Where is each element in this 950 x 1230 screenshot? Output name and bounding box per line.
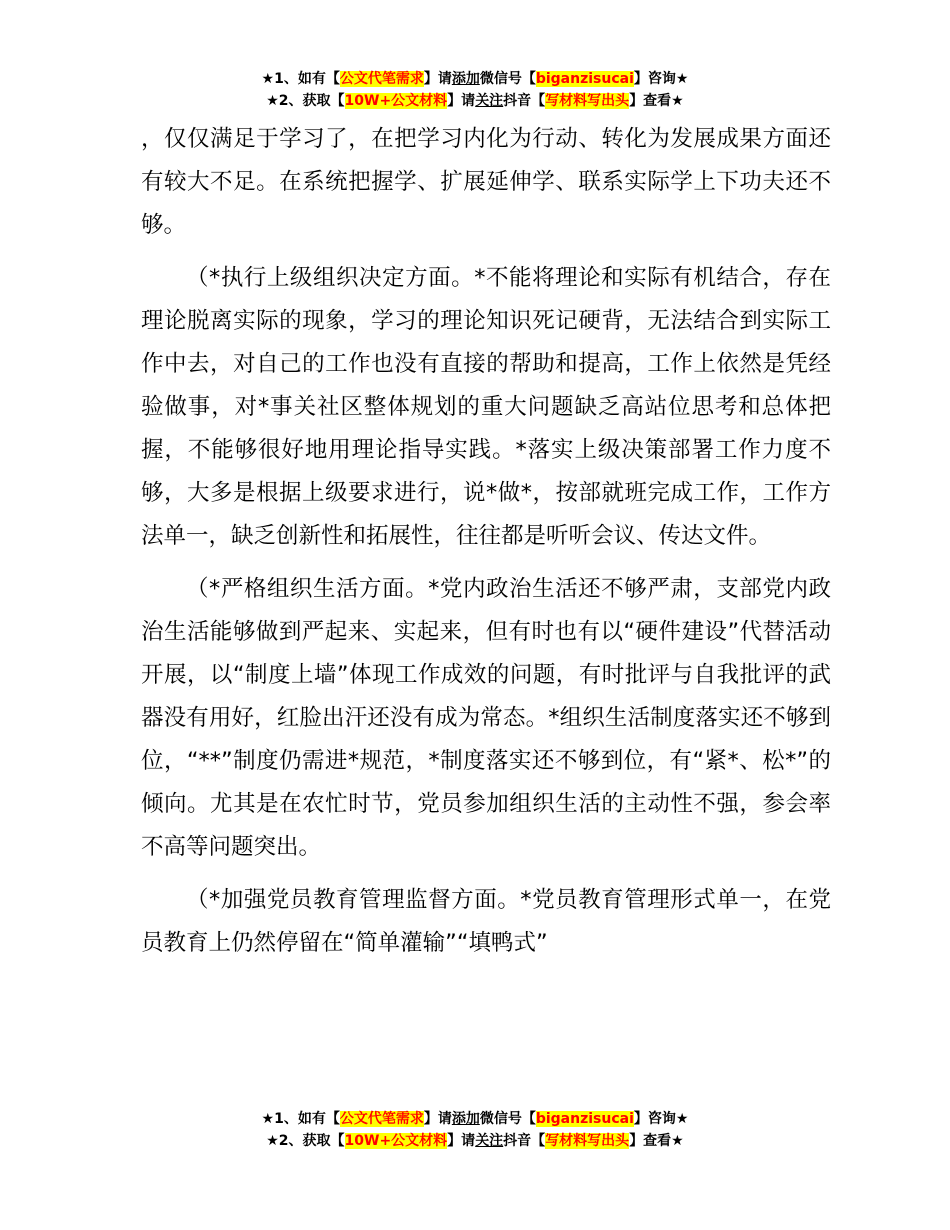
highlight-text: biganzisucai	[535, 1111, 634, 1127]
highlight-text: 写材料写出头	[545, 93, 630, 109]
highlight-text: 10W+公文材料	[344, 93, 448, 109]
footer-banner	[0, 1108, 950, 1152]
paragraph-3: （*严格组织生活方面。*党内政治生活还不够严肃，支部党内政治生活能够做到严起来、实起来，但有时也有以“硬件建设”代替活动开展，以“制度上墙”体现工作成效的问题，有时批评与自我批评的武器没有用好，红脸出汗还没有成为常态。*组织生活制度落实还不够到位，“**”制度仍需进*规范，*制度落实还不够到位，有“紧*、松*”的倾向。尤其是在农忙时节，党员参加组织生活的主动性不强，参会率不高等问题突出。	[141, 576, 831, 860]
document-body	[141, 118, 831, 975]
banner-line-2: ★2、获取【10W+公文材料】请关注抖音【写材料写出头】查看★	[266, 1133, 684, 1149]
banner-line-2: ★2、获取【10W+公文材料】请关注抖音【写材料写出头】查看★	[266, 93, 684, 109]
banner-line-1: ★1、如有【公文代笔需求】请添加微信号【biganzisucai】咨询★	[261, 1111, 689, 1127]
paragraph-4: （*加强党员教育管理监督方面。*党员教育管理形式单一，在党员教育上仍然停留在“简单灌输”“填鸭式”	[141, 887, 831, 956]
highlight-text: 公文代笔需求	[339, 1111, 424, 1127]
header-banner	[0, 68, 950, 112]
banner-line-1: ★1、如有【公文代笔需求】请添加微信号【biganzisucai】咨询★	[261, 71, 689, 87]
paragraph-1: ，仅仅满足于学习了，在把学习内化为行动、转化为发展成果方面还有较大不足。在系统把握学、扩展延伸学、联系实际学上下功夫还不够。	[141, 126, 831, 238]
highlight-text: 10W+公文材料	[344, 1133, 448, 1149]
paragraph-2: （*执行上级组织决定方面。*不能将理论和实际有机结合，存在理论脱离实际的现象，学习的理论知识死记硬背，无法结合到实际工作中去，对自己的工作也没有直接的帮助和提高，工作上依然是凭经验做事，对*事关社区整体规划的重大问题缺乏高站位思考和总体把握，不能够很好地用理论指导实践。*落实上级决策部署工作力度不够，大多是根据上级要求进行，说*做*，按部就班完成工作，工作方法单一，缺乏创新性和拓展性，往往都是听听会议、传达文件。	[141, 265, 831, 549]
highlight-text: 写材料写出头	[545, 1133, 630, 1149]
highlight-text: 公文代笔需求	[339, 71, 424, 87]
highlight-text: biganzisucai	[535, 71, 634, 87]
